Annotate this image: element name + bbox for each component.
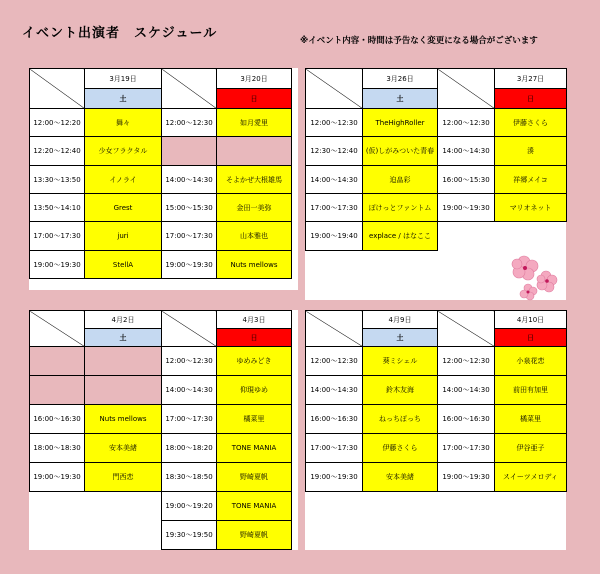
performer-name: イノライ [85, 166, 162, 194]
performer-name: 祥郷メイコ [495, 166, 567, 194]
date-header: 4月10日 [495, 311, 567, 329]
time-slot: 18:00～18:30 [30, 434, 85, 463]
corner-cell [30, 69, 85, 109]
performer-name: TheHighRoller [363, 109, 438, 137]
schedule-table [305, 310, 567, 492]
cherry-blossom-illustration [508, 250, 562, 302]
time-slot: 13:30～13:50 [30, 166, 85, 194]
date-header: 4月3日 [217, 311, 292, 329]
corner-cell [306, 69, 363, 109]
table-row [30, 109, 292, 137]
time-slot: 19:00～19:30 [438, 194, 495, 222]
table-row [30, 434, 292, 463]
time-slot: 17:00～17:30 [162, 222, 217, 251]
page-title: イベント出演者 スケジュール [22, 26, 218, 41]
time-slot: 16:00～16:30 [306, 405, 363, 434]
performer-name: ゆめみどき [217, 347, 292, 376]
time-slot: 14:00～14:30 [162, 376, 217, 405]
saturday-header: 土 [85, 89, 162, 109]
table-row [30, 222, 292, 251]
time-slot: 17:00～17:30 [30, 222, 85, 251]
table-row [306, 109, 567, 137]
sunday-header: 日 [495, 89, 567, 109]
time-slot: 18:30～18:50 [162, 463, 217, 492]
corner-cell [438, 311, 495, 347]
performer-name: スイーツメロディ [495, 463, 567, 492]
time-slot: 19:00～19:40 [306, 222, 363, 251]
table-row [30, 251, 292, 279]
performer-name: ねっちぽっち [363, 405, 438, 434]
performer-name: マリオネット [495, 194, 567, 222]
corner-cell [162, 311, 217, 347]
time-slot: 18:00～18:20 [162, 434, 217, 463]
table-row [306, 376, 567, 405]
table-row [306, 434, 567, 463]
corner-cell [162, 69, 217, 109]
table-row [30, 347, 292, 376]
performer-name: TONE MANIA [217, 492, 292, 521]
time-slot: 12:00～12:20 [30, 109, 85, 137]
date-header: 3月27日 [495, 69, 567, 89]
table-row [306, 405, 567, 434]
time-slot: 12:30～12:40 [306, 137, 363, 166]
performer-name: 伊藤さくら [495, 109, 567, 137]
time-slot: 12:00～12:30 [162, 109, 217, 137]
time-slot: 12:00～12:30 [438, 109, 495, 137]
performer-name: 門西恋 [85, 463, 162, 492]
empty-slot [217, 137, 292, 166]
time-slot: 12:00～12:30 [438, 347, 495, 376]
no-slot [30, 492, 85, 521]
empty-slot [30, 376, 85, 405]
table-row [306, 463, 567, 492]
table-row [30, 194, 292, 222]
schedule-table [29, 68, 292, 279]
corner-cell [30, 311, 85, 347]
table-row [30, 492, 292, 521]
schedule-table [29, 310, 292, 550]
performer-name: 安本美緒 [85, 434, 162, 463]
time-slot: 19:00～19:30 [30, 251, 85, 279]
no-slot [85, 492, 162, 521]
performer-name: 山本雅也 [217, 222, 292, 251]
performer-name: 野崎夏帆 [217, 463, 292, 492]
performer-name: 鈴木友海 [363, 376, 438, 405]
table-row [306, 347, 567, 376]
performer-name: 葵ミシェル [363, 347, 438, 376]
time-slot: 17:00～17:30 [306, 434, 363, 463]
performer-name: 伊谷亜子 [495, 434, 567, 463]
performer-name: Grest [85, 194, 162, 222]
empty-slot [85, 376, 162, 405]
sunday-header: 日 [217, 329, 292, 347]
table-row [306, 222, 567, 251]
no-slot [85, 521, 162, 550]
table-row [30, 166, 292, 194]
time-slot: 16:00～16:30 [30, 405, 85, 434]
performer-name: そよかぜ大根雄馬 [217, 166, 292, 194]
table-row [30, 463, 292, 492]
time-slot: 12:00～12:30 [306, 347, 363, 376]
schedule-notice: ※イベント内容・時間は予告なく変更になる場合がございます [300, 36, 538, 46]
no-slot [30, 521, 85, 550]
empty-slot [162, 137, 217, 166]
corner-cell [306, 311, 363, 347]
time-slot: 19:00～19:20 [162, 492, 217, 521]
performer-name: (仮)しがみついた青春 [363, 137, 438, 166]
performer-name: 仰現ゆめ [217, 376, 292, 405]
empty-slot [30, 347, 85, 376]
no-slot [438, 222, 495, 251]
table-row [30, 376, 292, 405]
saturday-header: 土 [363, 329, 438, 347]
performer-name: 迫畠彩 [363, 166, 438, 194]
performer-name: StellA [85, 251, 162, 279]
performer-name: 湊 [495, 137, 567, 166]
saturday-header: 土 [85, 329, 162, 347]
performer-name: 伊藤さくら [363, 434, 438, 463]
date-header: 4月2日 [85, 311, 162, 329]
time-slot: 12:20～12:40 [30, 137, 85, 166]
table-row [30, 521, 292, 550]
performer-name: 少女フラクタル [85, 137, 162, 166]
time-slot: 16:00～16:30 [438, 405, 495, 434]
performer-name: 前田有加里 [495, 376, 567, 405]
no-slot [495, 222, 567, 251]
time-slot: 12:00～12:30 [162, 347, 217, 376]
performer-name: 橘菜里 [495, 405, 567, 434]
time-slot: 12:00～12:30 [306, 109, 363, 137]
performer-name: 金田一美弥 [217, 194, 292, 222]
time-slot: 14:00～14:30 [306, 376, 363, 405]
performer-name: explace / はなここ [363, 222, 438, 251]
table-row [306, 137, 567, 166]
performer-name: TONE MANIA [217, 434, 292, 463]
time-slot: 19:00～19:30 [162, 251, 217, 279]
performer-name: 小泉花恋 [495, 347, 567, 376]
table-row [30, 137, 292, 166]
date-header: 3月20日 [217, 69, 292, 89]
performer-name: ぽけっとファントム [363, 194, 438, 222]
date-header: 3月19日 [85, 69, 162, 89]
sunday-header: 日 [217, 89, 292, 109]
time-slot: 14:00～14:30 [438, 376, 495, 405]
time-slot: 19:00～19:30 [306, 463, 363, 492]
corner-cell [438, 69, 495, 109]
table-row [306, 166, 567, 194]
performer-name: 如月愛里 [217, 109, 292, 137]
date-header: 4月9日 [363, 311, 438, 329]
time-slot: 17:00～17:30 [438, 434, 495, 463]
performer-name: 橘菜里 [217, 405, 292, 434]
saturday-header: 土 [363, 89, 438, 109]
time-slot: 13:50～14:10 [30, 194, 85, 222]
time-slot: 17:00～17:30 [306, 194, 363, 222]
empty-slot [85, 347, 162, 376]
performer-name: juri [85, 222, 162, 251]
time-slot: 16:00～15:30 [438, 166, 495, 194]
schedule-table [305, 68, 567, 251]
performer-name: 舞々 [85, 109, 162, 137]
time-slot: 17:00～17:30 [162, 405, 217, 434]
time-slot: 19:00～19:30 [438, 463, 495, 492]
sunday-header: 日 [495, 329, 567, 347]
performer-name: Nuts mellows [217, 251, 292, 279]
time-slot: 15:00～15:30 [162, 194, 217, 222]
time-slot: 19:00～19:30 [30, 463, 85, 492]
performer-name: 野崎夏帆 [217, 521, 292, 550]
performer-name: 安本美緒 [363, 463, 438, 492]
table-row [306, 194, 567, 222]
time-slot: 19:30～19:50 [162, 521, 217, 550]
table-row [30, 405, 292, 434]
time-slot: 14:00～14:30 [438, 137, 495, 166]
time-slot: 14:00～14:30 [306, 166, 363, 194]
time-slot: 14:00～14:30 [162, 166, 217, 194]
date-header: 3月26日 [363, 69, 438, 89]
performer-name: Nuts mellows [85, 405, 162, 434]
